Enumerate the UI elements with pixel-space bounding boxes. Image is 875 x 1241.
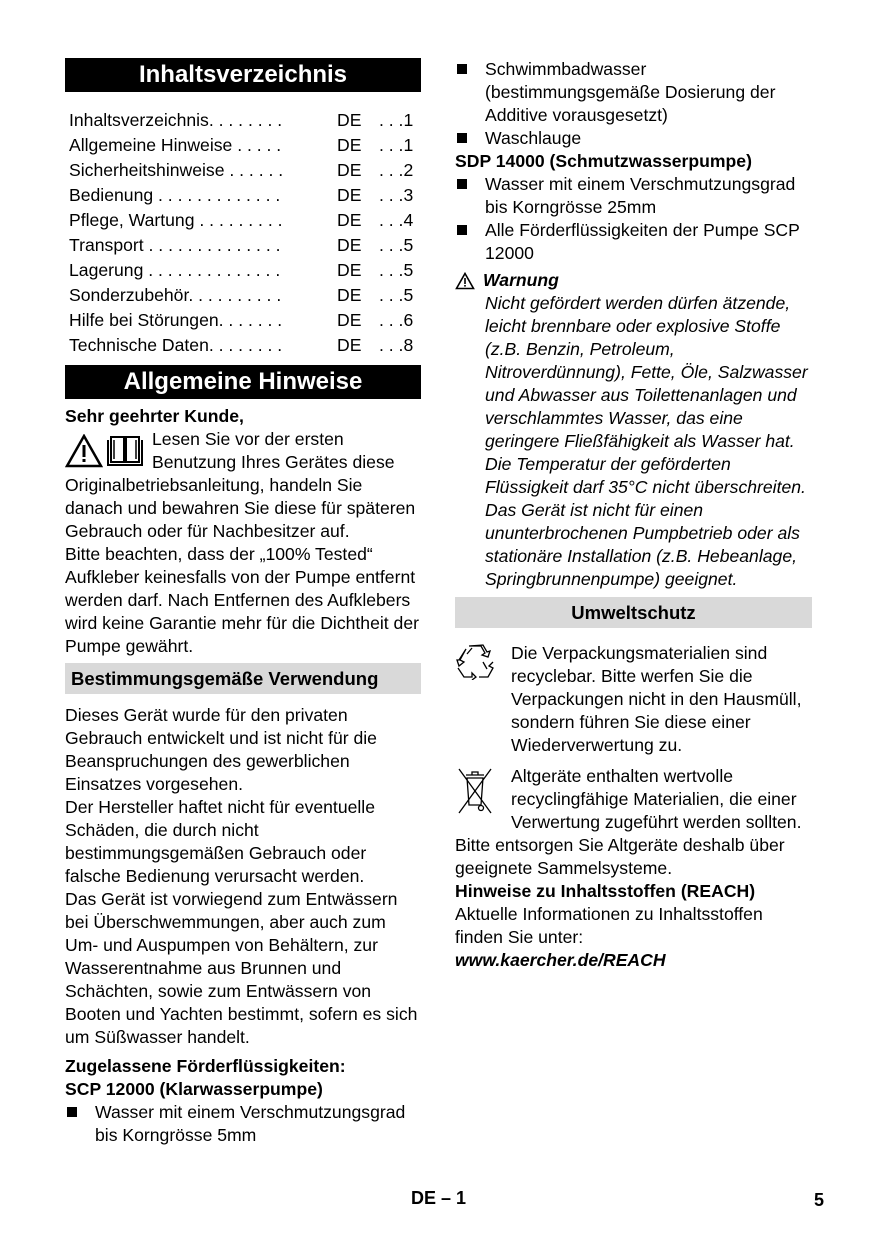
- usage-paragraph: Dieses Gerät wurde für den privaten Gebrauch entwickelt und ist nicht für die Beanspruchungen des gewerblichen Einsatzes vorgesehen.: [65, 705, 377, 794]
- toc-row[interactable]: Lagerung . . . . . . . . . . . . . . DE . . .5: [69, 260, 414, 280]
- warning-heading: [455, 269, 812, 292]
- weee-text: Altgeräte enthalten wertvolle recyclingfähige Materialien, die einer Verwertung zugeführt werden sollten.: [511, 766, 802, 832]
- intro-block: [65, 428, 421, 543]
- toc-row[interactable]: Transport . . . . . . . . . . . . . . DE . . .5: [69, 235, 414, 255]
- toc-row[interactable]: Inhaltsverzeichnis. . . . . . . . DE . . .1: [69, 110, 414, 130]
- weee-text-continued: Bitte entsorgen Sie Altgeräte deshalb über geeignete Sammelsysteme.: [455, 835, 785, 878]
- recycle-block: [455, 642, 812, 757]
- footer-section-label: DE – 1: [411, 1188, 467, 1208]
- list-item: Schwimmbadwasser (bestimmungsgemäße Dosierung der Additive vorausgesetzt): [455, 58, 812, 127]
- intro-text: Lesen Sie vor der ersten Benutzung Ihres Gerätes diese Originalbetriebsanleitung, handeln Sie danach und bewahren Sie diese für späteren Gebrauch oder für Nachbesitzer auf.: [65, 429, 416, 541]
- weee-block: [455, 765, 812, 834]
- recycle-text: Die Verpackungsmaterialien sind recyclebar. Bitte werfen Sie die Verpackungen nicht in den Hausmüll, sondern führen Sie diese einer Wiederverwertung zu.: [511, 643, 802, 755]
- toc-row[interactable]: Technische Daten. . . . . . . . DE . . .8: [69, 335, 414, 355]
- list-item: Waschlauge: [455, 127, 812, 150]
- toc-heading: Inhaltsverzeichnis: [65, 58, 421, 92]
- scp-heading: SCP 12000 (Klarwasserpumpe): [65, 1079, 323, 1099]
- usage-paragraph: Das Gerät ist vorwiegend zum Entwässern bei Überschwemmungen, aber auch zum Um- und Auspumpen von Behältern, zur Wasserentnahme aus Brunnen und Schächten, sowie zum Entwässern von Booten und Yachten bestimmt, sofern es sich um Süßwasser handelt.: [65, 889, 418, 1047]
- crossed-bin-icon: [455, 765, 495, 817]
- toc-row[interactable]: Bedienung . . . . . . . . . . . . . DE . . .3: [69, 185, 414, 205]
- warning-triangle-icon: [65, 434, 103, 468]
- recycle-icon: [455, 642, 495, 680]
- weee-icon-wrap: [455, 765, 499, 834]
- tested-notice: Bitte beachten, dass der „100% Tested“ Aufkleber keinesfalls von der Pumpe entfernt werden darf. Nach Entfernen des Aufklebers wird keine Garantie mehr für die Dichtheit der Pumpe gewährt.: [65, 544, 419, 656]
- usage-paragraph: Der Hersteller haftet nicht für eventuelle Schäden, die durch nicht bestimmungsgemäßen Gebrauch oder falsche Bedienung verursacht werden.: [65, 797, 375, 886]
- left-column: [65, 58, 421, 1147]
- salutation: Sehr geehrter Kunde,: [65, 406, 244, 426]
- toc-row[interactable]: Sicherheitshinweise . . . . . . DE . . .2: [69, 160, 414, 180]
- env-heading: Umweltschutz: [455, 597, 812, 628]
- warning-title: Warnung: [483, 270, 559, 290]
- reach-text: Aktuelle Informationen zu Inhaltsstoffen finden Sie unter:: [455, 904, 763, 947]
- list-item: Wasser mit einem Verschmutzungsgrad bis Korngrösse 5mm: [65, 1101, 421, 1147]
- liquids-heading: Zugelassene Förderflüssigkeiten:: [65, 1056, 346, 1076]
- manual-book-icon: [105, 434, 145, 468]
- usage-heading: Bestimmungsgemäße Verwendung: [65, 663, 421, 694]
- toc-row[interactable]: Allgemeine Hinweise . . . . . DE . . .1: [69, 135, 414, 155]
- warning-icon: [455, 272, 475, 290]
- recycle-icon-wrap: [455, 642, 499, 757]
- toc-row[interactable]: Pflege, Wartung . . . . . . . . . DE . . .4: [69, 210, 414, 230]
- list-item: Wasser mit einem Verschmutzungsgrad bis Korngrösse 25mm: [455, 173, 812, 219]
- general-heading: Allgemeine Hinweise: [65, 365, 421, 399]
- table-of-contents: [65, 108, 421, 358]
- toc-row[interactable]: Hilfe bei Störungen. . . . . . . DE . . .6: [69, 310, 414, 330]
- warning-text: Das Gerät ist nicht für einen ununterbrochenen Pumpbetrieb oder als stationäre Installation (z.B. Hebeanlage, Springbrunnenpumpe) geeignet.: [485, 500, 800, 589]
- warning-text: Nicht gefördert werden dürfen ätzende, leicht brennbare oder explosive Stoffe (z.B. Benzin, Petroleum, Nitroverdünnung), Fette, Öle, Salzwasser und Abwasser aus Toilettenanlagen und verschlammtes Wasser, das eine geringere Fließfähigkeit als Wasser hat. Die Temperatur der geförderten Flüssigkeit darf 35°C nicht überschreiten.: [485, 293, 808, 497]
- reach-link[interactable]: www.kaercher.de/REACH: [455, 950, 666, 970]
- list-item: Alle Förderflüssigkeiten der Pumpe SCP 12000: [455, 219, 812, 265]
- toc-row[interactable]: Sonderzubehör. . . . . . . . . . DE . . .5: [69, 285, 414, 305]
- reach-heading: Hinweise zu Inhaltsstoffen (REACH): [455, 881, 756, 901]
- footer-page-number: 5: [814, 1190, 825, 1210]
- sdp-heading: SDP 14000 (Schmutzwasserpumpe): [455, 151, 752, 171]
- intro-icons: [65, 434, 148, 470]
- right-column: [455, 58, 812, 972]
- warning-body: [455, 292, 812, 591]
